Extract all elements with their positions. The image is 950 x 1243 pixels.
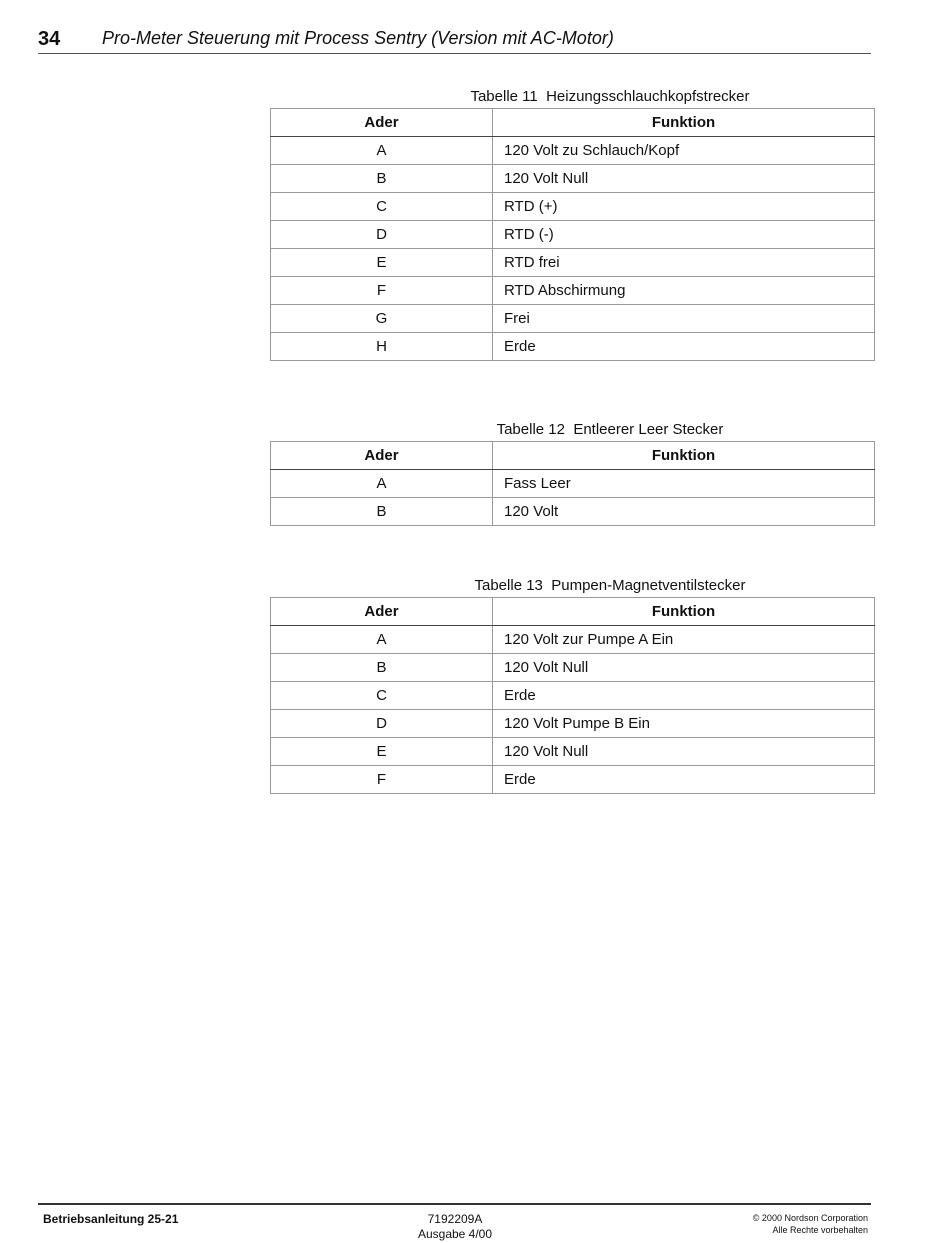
ader-cell: B — [271, 654, 493, 682]
table-row — [271, 193, 875, 221]
ader-cell: D — [271, 221, 493, 249]
table-12 — [270, 441, 875, 526]
ader-cell: C — [271, 193, 493, 221]
funktion-cell: Erde — [493, 333, 875, 361]
funktion-cell: 120 Volt zu Schlauch/Kopf — [493, 137, 875, 165]
table-row — [271, 654, 875, 682]
funktion-cell: 120 Volt Null — [493, 165, 875, 193]
table-row — [271, 766, 875, 794]
table-12-block — [270, 421, 874, 526]
column-header-ader: Ader — [271, 109, 493, 137]
copyright — [753, 1212, 868, 1236]
ader-cell: D — [271, 710, 493, 738]
table-row — [271, 738, 875, 766]
table-caption: Tabelle 12 Entleerer Leer Stecker — [496, 421, 724, 438]
table-13 — [270, 597, 875, 794]
ader-cell: B — [271, 165, 493, 193]
column-header-ader: Ader — [271, 442, 493, 470]
table-row — [271, 137, 875, 165]
ader-cell: E — [271, 738, 493, 766]
column-header-funktion: Funktion — [493, 109, 875, 137]
rights-line: Alle Rechte vorbehalten — [772, 1225, 868, 1235]
page-header — [38, 26, 871, 54]
table-row — [271, 249, 875, 277]
funktion-cell: RTD (+) — [493, 193, 875, 221]
part-number: 7192209A — [427, 1212, 483, 1226]
page-number: 34 — [38, 28, 61, 50]
funktion-cell: Erde — [493, 682, 875, 710]
ader-cell: A — [271, 137, 493, 165]
ader-cell: B — [271, 498, 493, 526]
table-11 — [270, 108, 875, 361]
funktion-cell: RTD Abschirmung — [493, 277, 875, 305]
funktion-cell: 120 Volt Pumpe B Ein — [493, 710, 875, 738]
ader-cell: A — [271, 470, 493, 498]
table-row — [271, 333, 875, 361]
table-row — [271, 710, 875, 738]
table-11-block — [270, 88, 874, 361]
column-header-ader: Ader — [271, 598, 493, 626]
ader-cell: F — [271, 277, 493, 305]
table-caption: Tabelle 11 Heizungsschlauchkopfstrecker — [470, 88, 750, 105]
table-row — [271, 277, 875, 305]
table-row — [271, 305, 875, 333]
column-header-funktion: Funktion — [493, 598, 875, 626]
table-caption: Tabelle 13 Pumpen-Magnetventilstecker — [474, 577, 746, 594]
funktion-cell: Fass Leer — [493, 470, 875, 498]
funktion-cell: Frei — [493, 305, 875, 333]
page-title: Pro-Meter Steuerung mit Process Sentry (Version mit AC-Motor) — [102, 28, 614, 48]
funktion-cell: Erde — [493, 766, 875, 794]
ader-cell: C — [271, 682, 493, 710]
table-header-row — [271, 109, 875, 137]
funktion-cell: RTD (-) — [493, 221, 875, 249]
ader-cell: G — [271, 305, 493, 333]
ader-cell: H — [271, 333, 493, 361]
column-header-funktion: Funktion — [493, 442, 875, 470]
table-row — [271, 498, 875, 526]
table-row — [271, 626, 875, 654]
document-number — [355, 1212, 555, 1242]
edition: Ausgabe 4/00 — [417, 1227, 493, 1241]
page-footer — [38, 1203, 871, 1243]
table-row — [271, 682, 875, 710]
ader-cell: F — [271, 766, 493, 794]
table-row — [271, 165, 875, 193]
copyright-line: © 2000 Nordson Corporation — [752, 1213, 868, 1223]
table-header-row — [271, 598, 875, 626]
funktion-cell: 120 Volt — [493, 498, 875, 526]
table-row — [271, 221, 875, 249]
ader-cell: A — [271, 626, 493, 654]
funktion-cell: 120 Volt zur Pumpe A Ein — [493, 626, 875, 654]
manual-title: Betriebsanleitung 25-21 — [43, 1212, 179, 1226]
funktion-cell: 120 Volt Null — [493, 654, 875, 682]
table-header-row — [271, 442, 875, 470]
funktion-cell: 120 Volt Null — [493, 738, 875, 766]
ader-cell: E — [271, 249, 493, 277]
table-13-block — [270, 577, 874, 794]
funktion-cell: RTD frei — [493, 249, 875, 277]
table-row — [271, 470, 875, 498]
